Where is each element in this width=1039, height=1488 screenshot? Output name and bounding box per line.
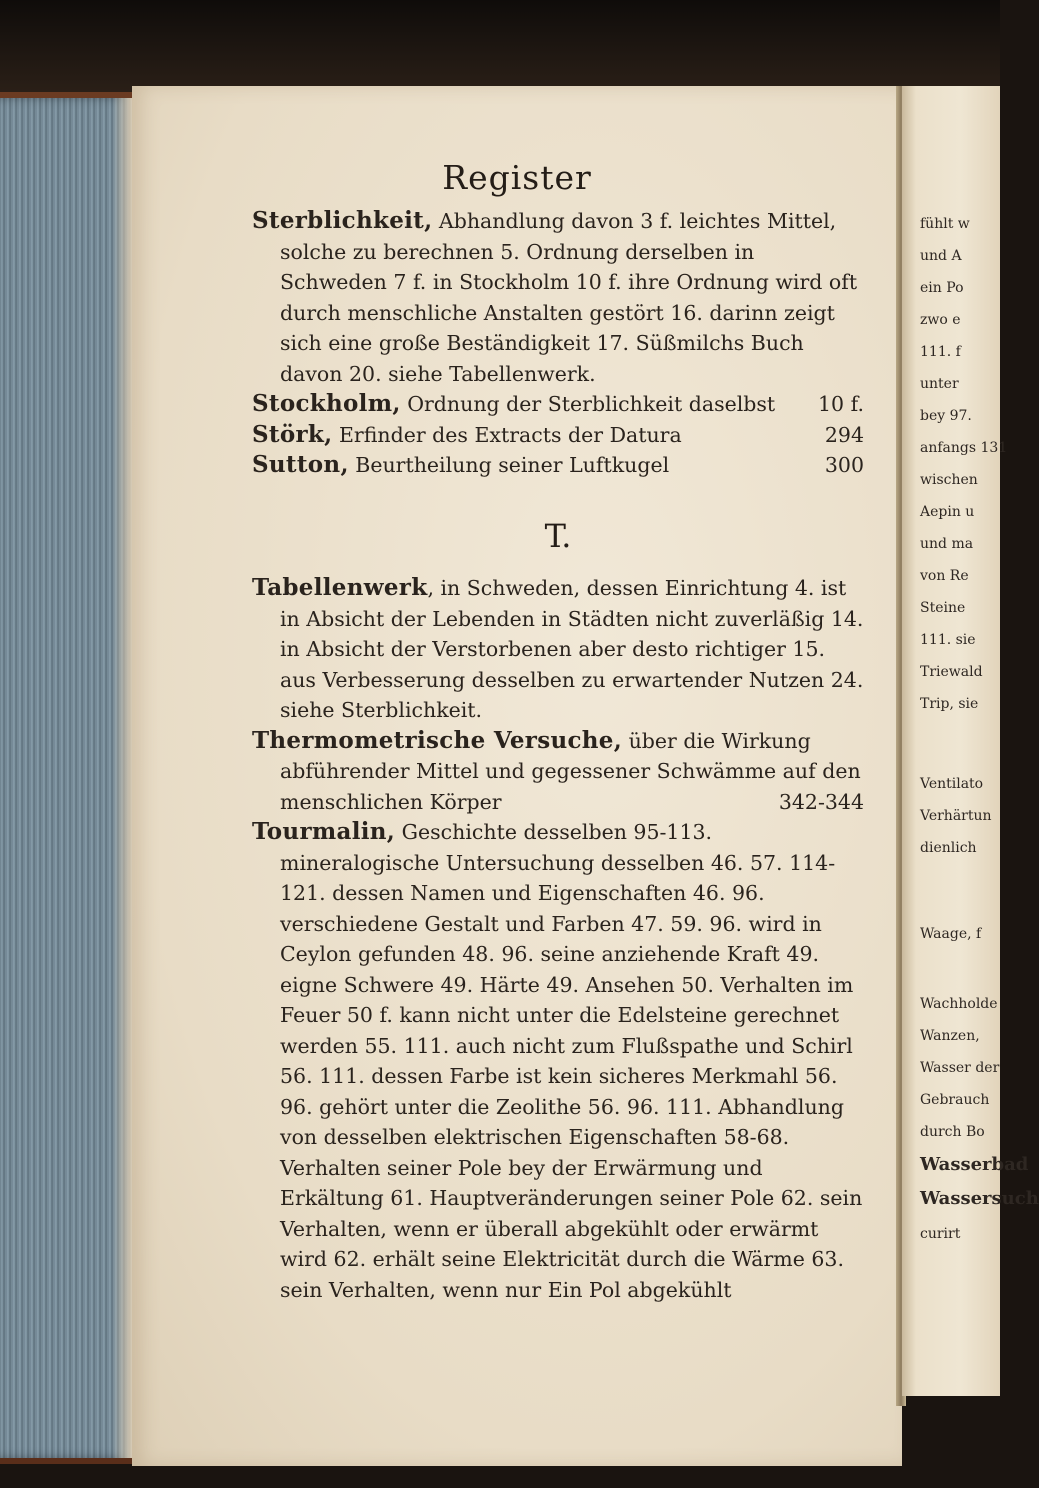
- book-page-edges: [0, 92, 132, 1464]
- adjacent-page-line: Verhärtun: [920, 808, 992, 824]
- adjacent-page-line: bey 97.: [920, 408, 972, 424]
- index-entry-stockholm: Stockholm, Ordnung der Sterblichkeit daselbst 10 f.: [252, 389, 864, 420]
- adjacent-page-line: von Re: [920, 568, 969, 584]
- index-entry-sterblichkeit: Sterblichkeit, Abhandlung davon 3 f. leichtes Mittel, solche zu berechnen 5. Ordnung derselben in Schweden 7 f. in Stockholm 10 f. ihre Ordnung wird oft durch menschliche Anstalten gestört 16. darinn zeigt sich eine große Beständigkeit 17. Süßmilchs Buch davon 20. siehe Tabellenwerk.: [252, 207, 858, 386]
- page-ref: 300: [824, 453, 864, 477]
- adjacent-page-line: wischen: [920, 472, 978, 488]
- adjacent-page-line: 111. sie: [920, 632, 976, 648]
- adjacent-page-line: Wachholde: [920, 996, 998, 1012]
- index-entry-stoerk: Störk, Erfinder des Extracts der Datura 294: [252, 420, 864, 451]
- adjacent-page-line: durch Bo: [920, 1124, 985, 1140]
- index-entry-thermometrische-versuche: Thermometrische Versuche, über die Wirkung abführender Mittel und gegessener Schwämme auf den menschlichen Körper 342-344: [252, 726, 864, 818]
- index-entry-tabellenwerk: Tabellenwerk, in Schweden, dessen Einrichtung 4. ist in Absicht der Lebenden in Städten nicht zuverläßig 14. in Absicht der Verstorbenen aber desto richtiger 15. aus Verbesserung desselben zu erwartender Nutzen 24. siehe Sterblichkeit.: [252, 574, 864, 722]
- adjacent-page-line: anfangs 131: [920, 440, 1008, 456]
- adjacent-page-line: unter: [920, 376, 959, 392]
- register-page: [132, 86, 902, 1466]
- adjacent-page-line: 111. f: [920, 344, 961, 360]
- adjacent-page-line: zwo e: [920, 312, 961, 328]
- adjacent-page-line: fühlt w: [920, 216, 970, 232]
- adjacent-page-line: Aepin u: [920, 504, 975, 520]
- scan-background: [0, 0, 1000, 92]
- adjacent-page-line: Trip, sie: [920, 696, 979, 712]
- adjacent-page-line: Steine: [920, 600, 966, 616]
- adjacent-page-line: und A: [920, 248, 962, 264]
- page-ref: 294: [824, 422, 864, 447]
- adjacent-page-line: dienlich: [920, 840, 977, 856]
- adjacent-page-line: Ventilato: [920, 776, 984, 792]
- adjacent-page-line: und ma: [920, 536, 974, 552]
- adjacent-page-line: ein Po: [920, 280, 964, 296]
- adjacent-page-line: Wasserbad: [920, 1154, 1029, 1175]
- adjacent-page-line: Gebrauch: [920, 1092, 990, 1108]
- page-ref: 10 f.: [818, 392, 864, 416]
- adjacent-page: [902, 86, 1039, 1396]
- index-entry-tourmalin: Tourmalin, Geschichte desselben 95-113. mineralogische Untersuchung desselben 46. 57. 114-121. dessen Namen und Eigenschaften 46. 96. verschiedene Gestalt und Farben 47. 59. 96. wird in Ceylon gefunden 48. 96. seine anziehende Kraft 49. eigne Schwere 49. Härte 49. Ansehen 50. Verhalten im Feuer 50 f. kann nicht unter die Edelsteine gerechnet werden 55. 111. auch nicht zum Flußspathe und Schirl 56. 111. dessen Farbe ist kein sicheres Merkmahl 56. 96. gehört unter die Zeolithe 56. 96. 111. Abhandlung von desselben elektrischen Eigenschaften 58-68. Verhalten seiner Pole bey der Erwärmung und Erkältung 61. Hauptveränderungen seiner Pole 62. sein Verhalten, wenn er überall abgekühlt oder erwärmt wird 62. erhält seine Elektricität durch die Wärme 63. sein Verhalten, wenn nur Ein Pol abgekühlt: [252, 818, 863, 1302]
- adjacent-page-line: Wassersuch: [920, 1188, 1039, 1209]
- adjacent-page-line: Waage, f: [920, 926, 982, 942]
- page-ref: 342-344: [778, 789, 864, 814]
- adjacent-page-line: Triewald: [920, 664, 983, 680]
- adjacent-page-line: Wasser der: [920, 1060, 1000, 1076]
- adjacent-page-line: Wanzen,: [920, 1028, 980, 1044]
- index-entries: [252, 206, 864, 1305]
- page-header: Register: [442, 158, 592, 197]
- index-entry-sutton: Sutton, Beurtheilung seiner Luftkugel 300: [252, 450, 864, 481]
- section-letter: T.: [544, 516, 572, 555]
- adjacent-page-line: curirt: [920, 1226, 961, 1242]
